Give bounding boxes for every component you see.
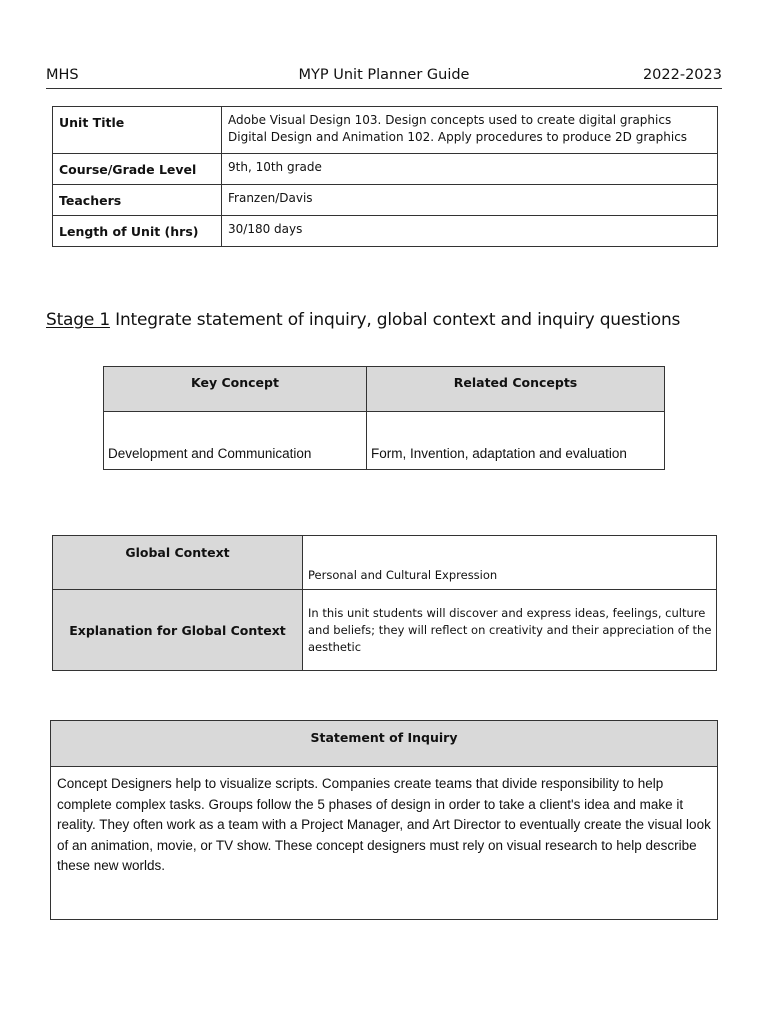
stage-text: Integrate statement of inquiry, global context and inquiry questions bbox=[109, 310, 681, 330]
global-context-label: Global Context bbox=[53, 536, 303, 590]
teachers-label: Teachers bbox=[53, 185, 222, 216]
teachers-value: Franzen/Davis bbox=[222, 185, 718, 216]
stage-heading bbox=[46, 310, 680, 330]
explanation-value: In this unit students will discover and express ideas, feelings, culture and beliefs; they will reflect on creativity and their appreciation of the aesthetic bbox=[303, 590, 717, 671]
unit-length-label: Length of Unit (hrs) bbox=[53, 216, 222, 247]
stage-label: Stage 1 bbox=[46, 310, 110, 330]
school-year: 2022-2023 bbox=[642, 67, 722, 83]
related-concepts-value: Form, Invention, adaptation and evaluation bbox=[367, 412, 665, 470]
concepts-table bbox=[103, 366, 665, 470]
school-name: MHS bbox=[46, 67, 79, 83]
unit-info-table bbox=[52, 106, 718, 247]
unit-title-value bbox=[222, 107, 718, 154]
unit-length-value: 30/180 days bbox=[222, 216, 718, 247]
unit-title-label: Unit Title bbox=[53, 107, 222, 154]
global-context-value: Personal and Cultural Expression bbox=[303, 536, 717, 590]
unit-title-line2: Digital Design and Animation 102. Apply procedures to produce 2D graphics bbox=[228, 130, 688, 144]
document-title: MYP Unit Planner Guide bbox=[298, 67, 470, 83]
global-context-table bbox=[52, 535, 717, 671]
course-grade-label: Course/Grade Level bbox=[53, 154, 222, 185]
related-concepts-header: Related Concepts bbox=[367, 367, 665, 412]
unit-title-line1: Adobe Visual Design 103. Design concepts used to create digital graphics bbox=[228, 113, 672, 127]
statement-of-inquiry-text: Concept Designers help to visualize scripts. Companies create teams that divide responsibility to help complete complex tasks. Groups follow the 5 phases of design in order to take a client's idea and make it reality. They often work as a team with a Project Manager, and Art Director to eventually create the visual look of an animation, movie, or TV show. These concept designers must rely on visual research to help describe these new worlds. bbox=[51, 767, 718, 920]
key-concept-value: Development and Communication bbox=[104, 412, 367, 470]
statement-of-inquiry-header: Statement of Inquiry bbox=[51, 721, 718, 767]
key-concept-header: Key Concept bbox=[104, 367, 367, 412]
statement-of-inquiry-table bbox=[50, 720, 718, 920]
explanation-label: Explanation for Global Context bbox=[53, 590, 303, 671]
course-grade-value: 9th, 10th grade bbox=[222, 154, 718, 185]
page-header bbox=[46, 66, 722, 89]
